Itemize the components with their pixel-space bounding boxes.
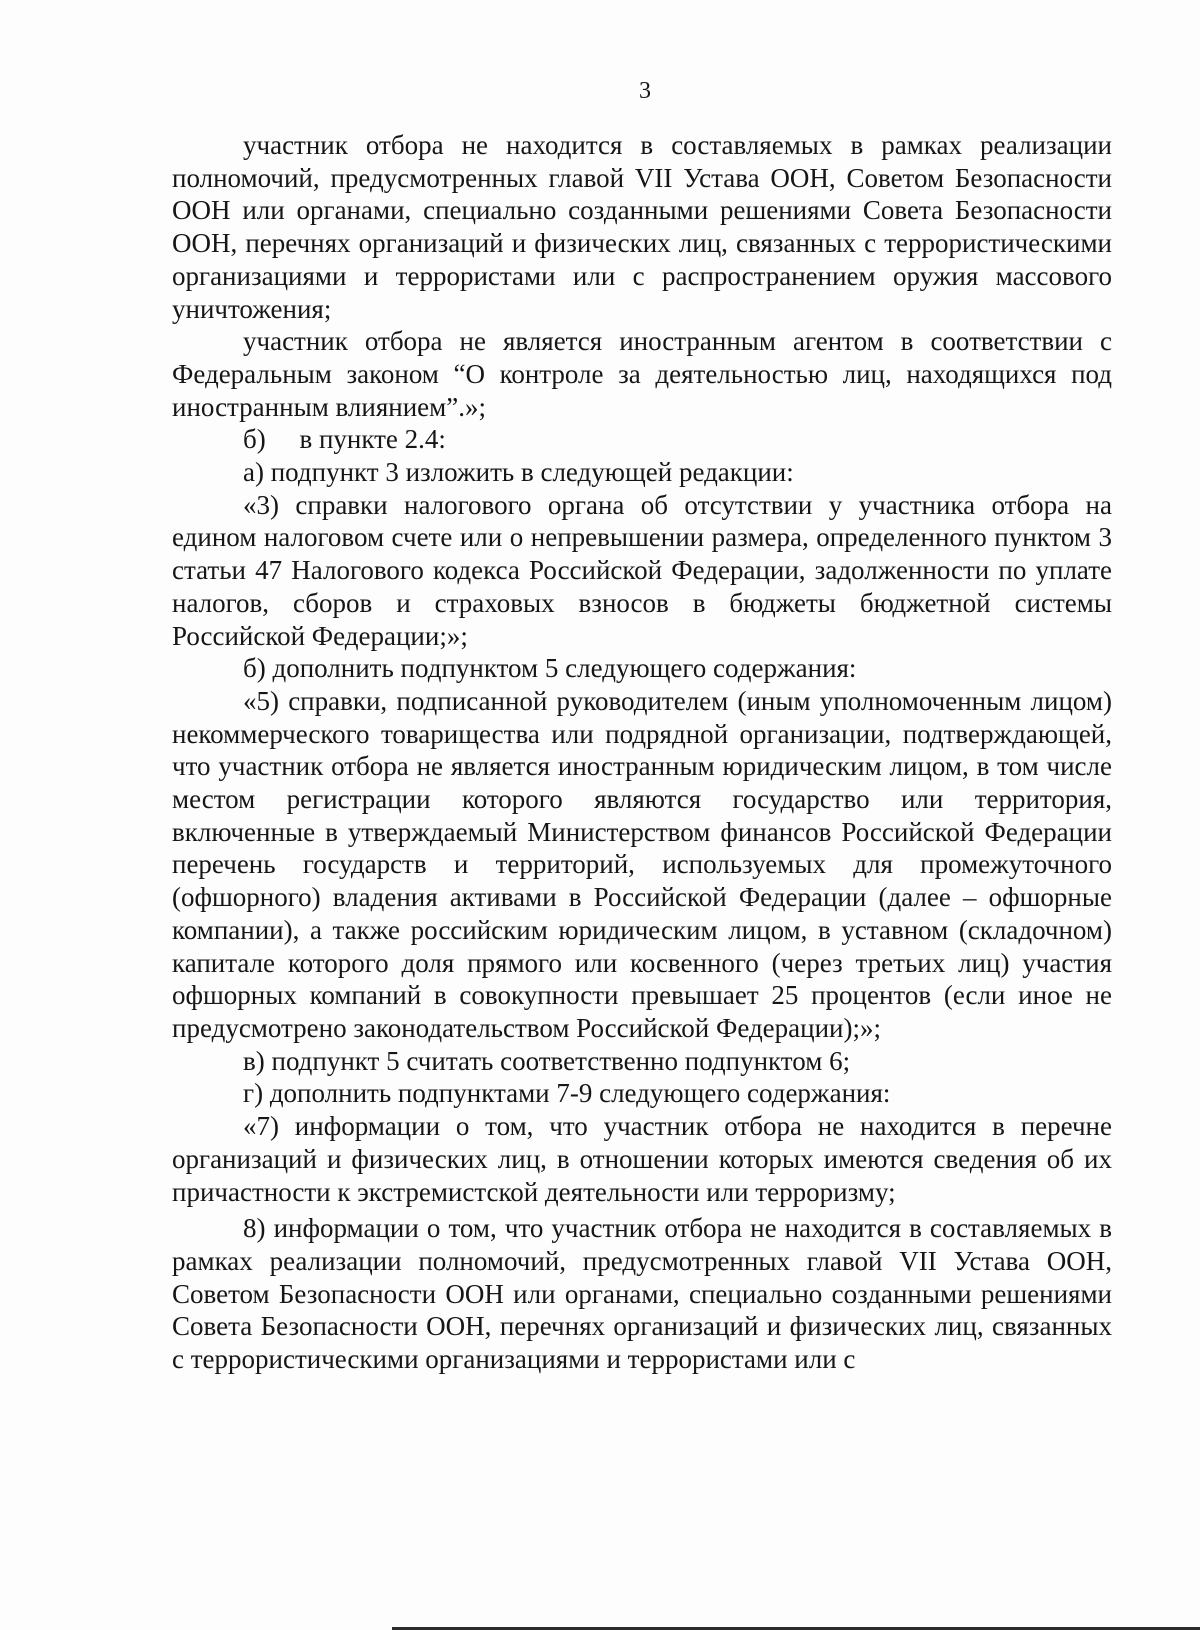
document-body [172, 129, 1112, 1376]
paragraph-participant-not-foreign-agent: участник отбора не является иностранным агентом в соответствии с Федеральным законом “О контроле за деятельностью лиц, находящихся под иностранным влиянием”.»; [172, 326, 1112, 422]
paragraph-subitem-b: б) дополнить подпунктом 5 следующего содержания: [243, 653, 857, 684]
page-number: 3 [639, 78, 651, 104]
paragraph-subpoint-5-text: «5) справки, подписанной руководителем (иным уполномоченным лицом) некоммерческого товарищества или подрядной организации, подтверждающей, что участник отбора не является иностранным юридическим лицом, в том числе местом регистрации которого являются государство или территория, включенные в утверждаемый Министерством финансов Российской Федерации перечень государств и территорий, используемых для промежуточного (офшорного) владения активами в Российской Федерации (далее – офшорные компании), а также российским юридическим лицом, в уставном (складочном) капитале которого доля прямого или косвенного (через третьих лиц) участия офшорных компаний в совокупности превышает 25 процентов (если иное не предусмотрено законодательством Российской Федерации);»; [172, 685, 1112, 1043]
paragraph-subpoint-8-text: 8) информации о том, что участник отбора не находится в составляемых в рамках реализации полномочий, предусмотренных главой VII Устава ООН, Советом Безопасности ООН или органами, специально созданными решениями Совета Безопасности ООН, перечнях организаций и физических лиц, связанных с террористическими организациями и террористами или с [172, 1213, 1112, 1375]
paragraph-subpoint-7-text: «7) информации о том, что участник отбора не находится в перечне организаций и физических лиц, в отношении которых имеются сведения об их причастности к экстремистской деятельности или терроризму; [172, 1111, 1112, 1207]
paragraph-participant-not-in-un-lists: участник отбора не находится в составляемых в рамках реализации полномочий, предусмотренных главой VII Устава ООН, Советом Безопасности ООН или органами, специально созданными решениями Совета Безопасности ООН, перечнях организаций и физических лиц, связанных с террористическими организациями и террористами или с распространением оружия массового уничтожения; [172, 130, 1112, 324]
paragraph-subitem-g: г) дополнить подпунктами 7-9 следующего содержания: [243, 1078, 891, 1109]
paragraph-subitem-a: а) подпункт 3 изложить в следующей редакции: [243, 457, 794, 488]
paragraph-subitem-v: в) подпункт 5 считать соответственно подпунктом 6; [243, 1045, 851, 1076]
paragraph-subpoint-3-text: «3) справки налогового органа об отсутствии у участника отбора на едином налоговом счете или о непревышении размера, определенного пунктом 3 статьи 47 Налогового кодекса Российской Федерации, задолженности по уплате налогов, сборов и страховых взносов в бюджеты бюджетной системы Российской Федерации;»; [172, 489, 1112, 651]
paragraph-item-b-point-2-4: б) в пункте 2.4: [243, 424, 446, 455]
